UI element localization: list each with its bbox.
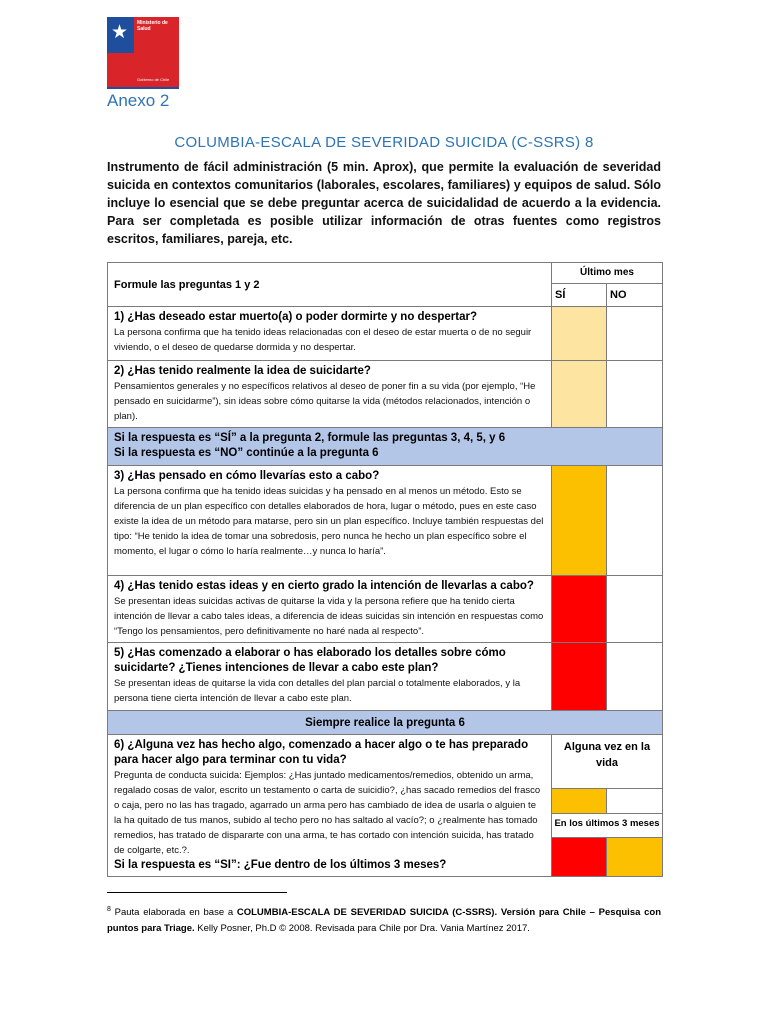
footnote (107, 902, 661, 937)
question-6-followup: Si la respuesta es “SI”: ¿Fue dentro de los últimos 3 meses? (114, 859, 447, 871)
q3-si-cell[interactable] (552, 466, 607, 576)
question-6-title: 6) ¿Alguna vez has hecho algo, comenzado a hacer algo o te has preparado para hacer algo para terminar con tu vida? (114, 739, 529, 766)
table-row (108, 576, 663, 643)
question-6-desc: Pregunta de conducta suicida: Ejemplos: ¿Has juntado medicamentos/remedios, obtenido un arma, regalado cosas de valor, escrito un testamento o carta de suicidio?, ¿has sacado remedios del frasco o caja, pero no las has tragado, agarrado un arma pero has cambiado de idea de usarla o alguien te la ha quitado de tus manos, subido al techo pero no has saltado al vacío?; o ¿realmente has tomado remedios, has tratado de dispararte con una arma, te has cortado con intención suicida, has tratado de colgarte, etc.?. (114, 770, 541, 856)
star-icon: ★ (111, 22, 129, 43)
q3-no-cell[interactable] (607, 466, 663, 576)
ministerio-salud-logo (107, 17, 179, 87)
q6-3meses-no-cell[interactable] (607, 837, 663, 876)
footnote-bold-b: Versión para Chile – Pesquisa con puntos para Triage. (107, 907, 662, 935)
logo-ministerio: Ministerio de Salud (137, 20, 168, 32)
intro-paragraph: Instrumento de fácil administración (5 min. Aprox), que permite la evaluación de severidad suicida en contextos comunitarios (laborales, escolares, familiares) y equipos de salud. Sólo incluye lo esencial que se debe preguntar acerca de suicidalidad de acuerdo a la evidencia. Para ser completada es posible utilizar información de otras fuentes como registros escritos, familiares, pareja, etc. (107, 160, 661, 246)
instruction-a: Si la respuesta es “SÍ” a la pregunta 2, formule las preguntas 3, 4, 5, y 6 (114, 432, 506, 444)
header-no: NO (607, 284, 663, 307)
table-row (108, 643, 663, 711)
header-ultimo-mes: Último mes (552, 263, 663, 284)
table-row (108, 735, 663, 789)
footnote-bold-a: COLUMBIA-ESCALA DE SEVERIDAD SUICIDA (236, 907, 449, 919)
q6-vida-no-cell[interactable] (607, 788, 663, 813)
question-5-title: 5) ¿Has comenzado a elaborar o has elaborado los detalles sobre cómo suicidarte? ¿Tienes intenciones de llevar a cabo este plan? (114, 647, 506, 674)
q5-no-cell[interactable] (607, 643, 663, 711)
header-si: SÍ (552, 284, 607, 307)
question-4-desc: Se presentan ideas suicidas activas de quitarse la vida y la persona refiere que ha tenido cierta intención de llevar a cabo tales ideas, a diferencia de ideas suicidas sin intención en respuestas como “Tengo los pensamientos, pero definitivamente no haré nada al respecto”. (114, 596, 544, 637)
instruction-row (108, 428, 663, 466)
instruction-b: Si la respuesta es “NO” continúe a la pregunta 6 (114, 447, 379, 459)
always-row (108, 711, 663, 735)
header-formule: Formule las preguntas 1 y 2 (108, 263, 552, 307)
footnote-text-a: Pauta elaborada en base a (110, 907, 237, 919)
question-4-title: 4) ¿Has tenido estas ideas y en cierto grado la intención de llevarlas a cabo? (114, 580, 534, 592)
footnote-text-c: Kelly Posner, Ph.D © 2008. Revisada para Chile por Dra. Vania Martínez 2017. (194, 923, 530, 935)
q6-vida-si-cell[interactable] (552, 788, 607, 813)
q1-si-cell[interactable] (552, 307, 607, 361)
footnote-divider (107, 892, 287, 893)
scale-table (107, 262, 663, 877)
q2-no-cell[interactable] (607, 361, 663, 428)
question-2-title: 2) ¿Has tenido realmente la idea de suicidarte? (114, 365, 371, 377)
question-1-title: 1) ¿Has deseado estar muerto(a) o poder dormirte y no despertar? (114, 311, 477, 323)
table-row (108, 361, 663, 428)
table-row (108, 466, 663, 576)
question-5-desc: Se presentan ideas de quitarse la vida con detalles del plan parcial o totalmente elaborados, y la persona tiene cierta intención de llevar a cabo este plan. (114, 678, 521, 704)
q1-no-cell[interactable] (607, 307, 663, 361)
logo-gobierno: Gobierno de Chile (137, 77, 170, 82)
q4-si-cell[interactable] (552, 576, 607, 643)
footnote-marker: 8 (107, 906, 111, 913)
q6-3meses-si-cell[interactable] (552, 837, 607, 876)
question-3-title: 3) ¿Has pensado en cómo llevarías esto a cabo? (114, 470, 380, 482)
footnote-text-b: (C-SSRS). (448, 907, 501, 919)
q4-no-cell[interactable] (607, 576, 663, 643)
table-row (108, 307, 663, 361)
ultimos-3-meses-label: En los últimos 3 meses (552, 813, 663, 837)
question-1-desc: La persona confirma que ha tenido ideas relacionadas con el deseo de estar muerta o de no seguir viviendo, o el deseo de quedarse dormida y no despertar. (114, 327, 532, 353)
question-3-desc: La persona confirma que ha tenido ideas suicidas y ha pensado en al menos un método. Esto se diferencia de un plan específico con detalles elaborados de hora, lugar o método, pues en este caso existe la idea de un método para matarse, pero sin un plan específico. Incluye también respuestas del tipo: “He tenido la idea de tomar una sobredosis, pero nunca he hecho un plan específico sobre el momento, el lugar o cómo lo haría realmente…y nunca lo haría”. (114, 486, 544, 557)
q5-si-cell[interactable] (552, 643, 607, 711)
page-title: COLUMBIA-ESCALA DE SEVERIDAD SUICIDA (C-SSRS) 8 (174, 134, 594, 151)
q2-si-cell[interactable] (552, 361, 607, 428)
annex-heading: Anexo 2 (107, 91, 170, 110)
question-2-desc: Pensamientos generales y no específicos relativos al deseo de poner fin a su vida (por ejemplo, “He pensado en suicidarme”), sin ideas sobre cómo quitarse la vida (métodos relacionados, intención o plan). (114, 381, 536, 422)
always-ask-6: Siempre realice la pregunta 6 (108, 711, 663, 735)
alguna-vez-label: Alguna vez en la vida (552, 735, 663, 789)
